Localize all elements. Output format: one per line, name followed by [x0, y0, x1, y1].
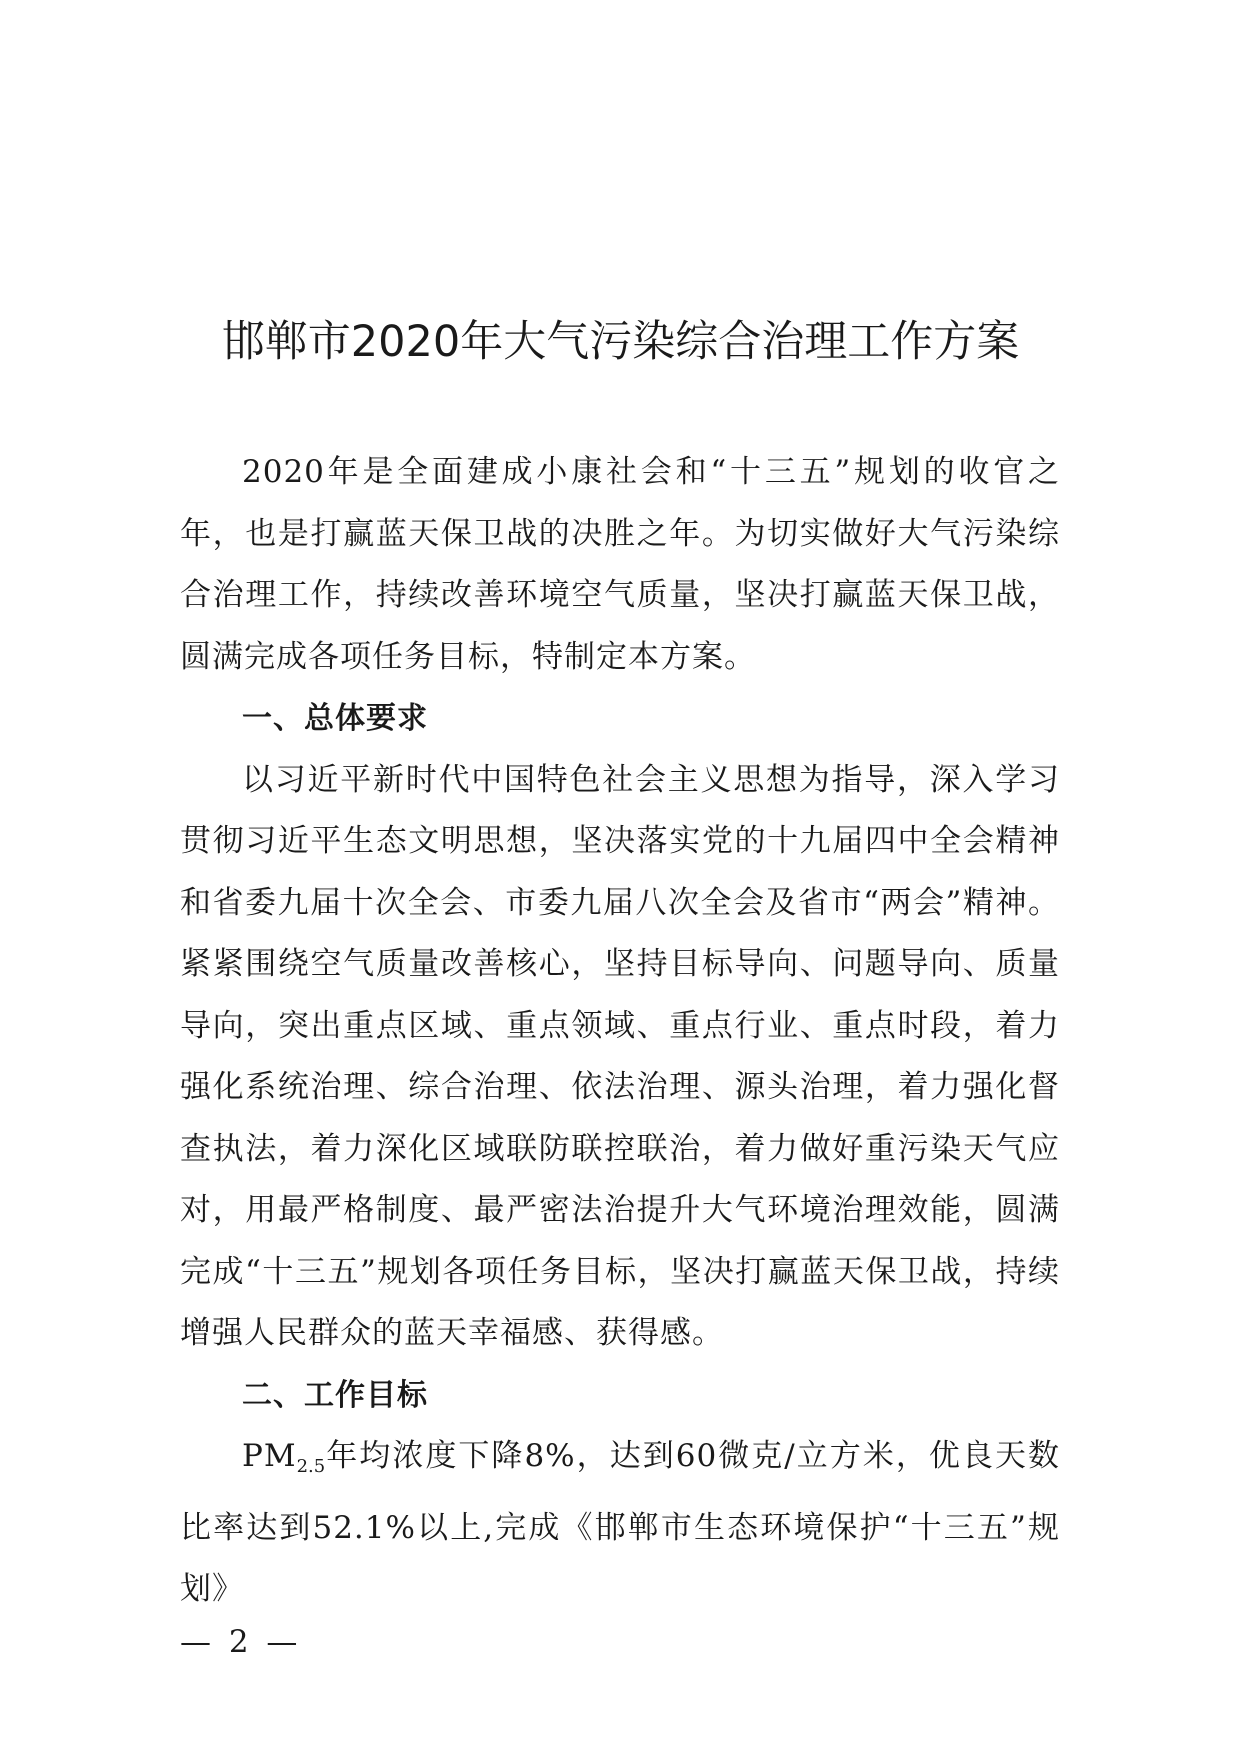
- page-number: — 2 —: [180, 1624, 302, 1660]
- document-title: 邯郸市2020年大气污染综合治理工作方案: [221, 317, 1020, 367]
- section-heading-work-goals: 二、工作目标: [242, 1377, 428, 1413]
- general-requirements-paragraph: 以习近平新时代中国特色社会主义思想为指导，深入学习贯彻习近平生态文明思想，坚决落实党的十九届四中全会精神和省委九届十次全会、市委九届八次全会及省市“两会”精神。紧紧围绕空气质量改善核心，坚持目标导向、问题导向、质量导向，突出重点区域、重点领域、重点行业、重点时段，着力强化系统治理、综合治理、依法治理、源头治理，着力强化督查执法，着力深化区域联防联控联治，着力做好重污染天气应对，用最严格制度、最严密法治提升大气环境治理效能，圆满完成“十三五”规划各项任务目标，坚决打赢蓝天保卫战，持续增强人民群众的蓝天幸福感、获得感。: [180, 761, 1060, 1351]
- section-heading-general-requirements: 一、总体要求: [242, 701, 428, 736]
- work-goals-paragraph: [180, 1426, 1060, 1621]
- intro-paragraph: 2020年是全面建成小康社会和“十三五”规划的收官之年，也是打赢蓝天保卫战的决胜之年。为切实做好大气污染综合治理工作，持续改善环境空气质量，坚决打赢蓝天保卫战，圆满完成各项任务目标，特制定本方案。: [180, 454, 1060, 675]
- pm-subscript: 2.5: [296, 1456, 326, 1477]
- pm-label: PM: [242, 1438, 297, 1474]
- document-body: [180, 442, 1060, 1621]
- work-goals-text: 年均浓度下降8%，达到60微克/立方米，优良天数比率达到52.1%以上,完成《邯郸市生态环境保护“十三五”规划》: [180, 1438, 1060, 1607]
